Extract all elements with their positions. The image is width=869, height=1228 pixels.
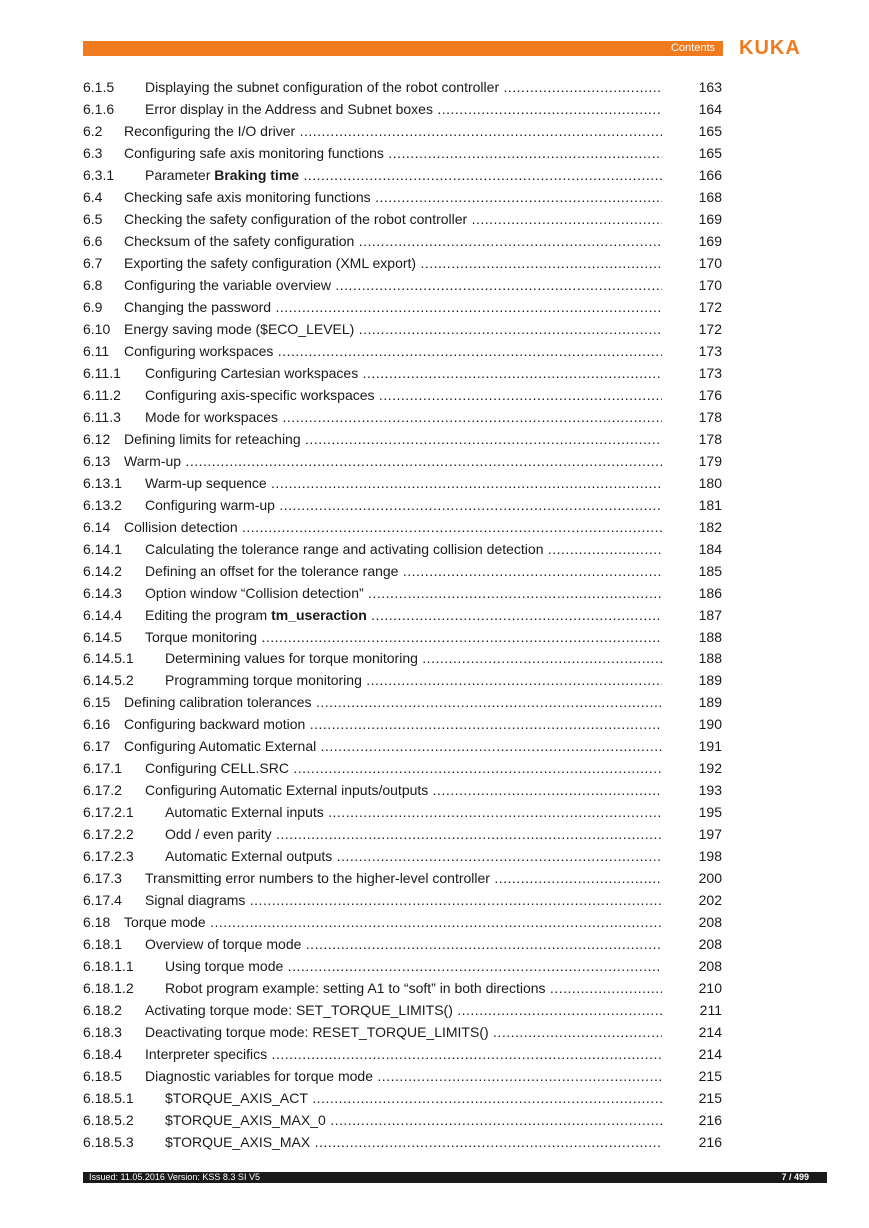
toc-entry[interactable] — [83, 318, 725, 340]
toc-entry-title: Signal diagrams ..... — [145, 889, 662, 911]
toc-entry-title: Configuring CELL.SRC ..... — [145, 757, 662, 779]
toc-entry-number: 6.14.1 — [83, 540, 122, 557]
toc-entry-page: 172 — [698, 320, 722, 337]
toc-entry-number: 6.18.1.1 — [83, 958, 134, 975]
toc-entry-number: 6.11.3 — [83, 408, 121, 425]
toc-entry-title: Reconfiguring the I/O driver ..... — [124, 120, 662, 142]
toc-entry[interactable] — [83, 362, 725, 384]
toc-entry-title: Configuring safe axis monitoring functions ..... — [124, 142, 662, 164]
toc-entry-page: 182 — [698, 518, 722, 535]
toc-entry-page: 169 — [698, 232, 722, 249]
toc-entry-title: Displaying the subnet configuration of the robot controller ..... — [145, 76, 662, 98]
toc-entry[interactable] — [83, 955, 725, 977]
toc-entry[interactable] — [83, 494, 725, 516]
toc-entry-page: 184 — [698, 540, 722, 557]
toc-entry-number: 6.18.1 — [83, 936, 122, 953]
toc-entry-title — [145, 164, 662, 186]
toc-entry-page: 216 — [698, 1134, 722, 1151]
toc-entry[interactable] — [83, 977, 725, 999]
toc-entry-number: 6.18.1.2 — [83, 980, 134, 997]
footer-page-number: 7 / 499 — [781, 1172, 809, 1182]
toc-entry-title: Changing the password ..... — [124, 296, 662, 318]
footer-bar — [83, 1172, 827, 1183]
toc-entry[interactable] — [83, 98, 725, 120]
toc-entry-title: Configuring Cartesian workspaces ..... — [145, 362, 662, 384]
toc-entry-page: 180 — [698, 474, 722, 491]
toc-entry[interactable] — [83, 757, 725, 779]
toc-entry-page: 189 — [698, 672, 722, 689]
toc-entry[interactable] — [83, 691, 725, 713]
toc-entry-page: 172 — [698, 298, 722, 315]
toc-entry-page: 164 — [698, 100, 722, 117]
toc-entry-number: 6.18.2 — [83, 1002, 122, 1019]
toc-entry[interactable] — [83, 1021, 725, 1043]
toc-entry-title: Deactivating torque mode: RESET_TORQUE_LIMITS() ..... — [145, 1021, 662, 1043]
toc-entry[interactable] — [83, 538, 725, 560]
toc-entry[interactable] — [83, 1087, 725, 1109]
toc-entry-title: Configuring warm-up ..... — [145, 494, 662, 516]
toc-entry-page: 181 — [698, 496, 722, 513]
toc-entry-page: 187 — [698, 606, 722, 623]
toc-entry-page: 176 — [698, 386, 722, 403]
toc-entry-title: Determining values for torque monitoring ..... — [165, 647, 662, 669]
toc-entry-number: 6.11 — [83, 342, 110, 359]
toc-entry-number: 6.1.5 — [83, 79, 115, 95]
toc-entry[interactable] — [83, 450, 725, 472]
toc-entry[interactable] — [83, 801, 725, 823]
toc-entry-number: 6.6 — [83, 232, 103, 249]
toc-entry-number: 6.18.5.2 — [83, 1112, 134, 1129]
toc-entry-page: 197 — [698, 826, 722, 843]
toc-entry[interactable] — [83, 713, 725, 735]
toc-entry-title: Configuring workspaces ..... — [124, 340, 662, 362]
toc-entry-title: Energy saving mode ($ECO_LEVEL) ..... — [124, 318, 662, 340]
toc-entry-title: Configuring axis-specific workspaces ..... — [145, 384, 662, 406]
toc-entry-title: Configuring backward motion ..... — [124, 713, 662, 735]
toc-entry-page: 188 — [698, 650, 722, 667]
toc-entry-page: 214 — [698, 1024, 722, 1041]
toc-entry-number: 6.5 — [83, 210, 103, 227]
toc-entry-title: Calculating the tolerance range and activating collision detection ..... — [145, 538, 662, 560]
toc-entry[interactable] — [83, 164, 725, 186]
toc-entry-title: Defining an offset for the tolerance range ..... — [145, 560, 662, 582]
toc-entry-title: Option window “Collision detection” ..... — [145, 582, 662, 604]
toc-entry-title: Odd / even parity ..... — [165, 823, 662, 845]
toc-entry-number: 6.1.6 — [83, 100, 115, 117]
toc-entry-page: 216 — [698, 1112, 722, 1129]
header-bar — [83, 41, 723, 56]
toc-entry[interactable] — [83, 604, 725, 626]
toc-entry-title: Programming torque monitoring ..... — [165, 669, 662, 691]
toc-entry[interactable] — [83, 647, 725, 669]
toc-entry-number: 6.16 — [83, 716, 111, 733]
toc-entry-number: 6.13 — [83, 452, 111, 469]
toc-entry-page: 186 — [698, 584, 722, 601]
toc-entry-title: $TORQUE_AXIS_MAX ..... — [165, 1131, 662, 1153]
toc-entry-number: 6.17.2.3 — [83, 848, 134, 865]
toc-entry[interactable] — [83, 867, 725, 889]
toc-entry-title: Torque monitoring ..... — [145, 626, 662, 648]
toc-entry[interactable] — [83, 669, 725, 691]
toc-entry-page: 170 — [698, 276, 722, 293]
toc-entry-number: 6.14 — [83, 518, 111, 535]
toc-entry-title: Configuring the variable overview ..... — [124, 274, 662, 296]
toc-entry[interactable] — [83, 252, 725, 274]
footer-issued: Issued: 11.05.2016 Version: KSS 8.3 SI V5 — [89, 1172, 260, 1182]
toc-entry-page: 202 — [698, 892, 722, 909]
toc-entry[interactable] — [83, 186, 725, 208]
toc-entry-title: Diagnostic variables for torque mode ..... — [145, 1065, 662, 1087]
toc-entry-number: 6.14.5.1 — [83, 650, 134, 667]
toc-entry-page: 178 — [698, 430, 722, 447]
toc-entry-title: Checksum of the safety configuration ..... — [124, 230, 662, 252]
toc-entry-title: Collision detection ..... — [124, 516, 662, 538]
toc-entry-number: 6.18.5.1 — [83, 1090, 134, 1107]
toc-entry[interactable] — [83, 911, 725, 933]
toc-entry-number: 6.14.4 — [83, 606, 122, 623]
toc-entry-number: 6.13.2 — [83, 496, 122, 513]
toc-entry-title: Interpreter specifics ..... — [145, 1043, 662, 1065]
toc-entry[interactable] — [83, 120, 725, 142]
toc-entry[interactable] — [83, 296, 725, 318]
toc-entry-number: 6.3.1 — [83, 166, 115, 183]
toc-entry[interactable] — [83, 274, 725, 296]
toc-entry-title: Using torque mode ..... — [165, 955, 662, 977]
toc-entry[interactable] — [83, 933, 725, 955]
toc-entry[interactable] — [83, 1109, 725, 1131]
toc-entry-page: 215 — [698, 1090, 722, 1107]
toc-entry[interactable] — [83, 1065, 725, 1087]
toc-entry[interactable] — [83, 340, 725, 362]
toc-entry-number: 6.14.2 — [83, 562, 122, 579]
toc-entry-page: 188 — [698, 628, 722, 645]
toc-entry-number: 6.17.4 — [83, 892, 122, 909]
toc-entry-page: 165 — [698, 144, 722, 161]
toc-entry-title: Automatic External inputs ..... — [165, 801, 662, 823]
toc-entry-number: 6.10 — [83, 320, 111, 337]
toc-entry-title: Checking safe axis monitoring functions ..... — [124, 186, 662, 208]
toc-entry[interactable] — [83, 735, 725, 757]
toc-entry-number: 6.9 — [83, 298, 103, 315]
toc-entry-title: Defining calibration tolerances ..... — [124, 691, 662, 713]
toc-entry-page: 211 — [699, 1002, 722, 1019]
toc-entry-number: 6.2 — [83, 122, 103, 139]
toc-entry-title: Warm-up ..... — [124, 450, 662, 472]
toc-entry-title: Robot program example: setting A1 to “soft” in both directions ..... — [165, 977, 662, 999]
toc-entry-number: 6.3 — [83, 144, 103, 161]
toc-entry-title: $TORQUE_AXIS_ACT ..... — [165, 1087, 662, 1109]
toc-entry[interactable] — [83, 999, 725, 1021]
toc-entry-number: 6.17.2.1 — [83, 804, 134, 821]
toc-entry-page: 208 — [698, 914, 722, 931]
toc-entry[interactable] — [83, 560, 725, 582]
toc-entry-title: Warm-up sequence ..... — [145, 472, 662, 494]
toc-entry[interactable] — [83, 230, 725, 252]
toc-entry-number: 6.8 — [83, 276, 103, 293]
toc-entry-number: 6.11.2 — [83, 386, 121, 403]
toc-entry-number: 6.18 — [83, 914, 111, 931]
toc-entry-page: 210 — [698, 980, 722, 997]
kuka-logo: KUKA — [739, 37, 801, 59]
toc-entry-page: 190 — [698, 716, 722, 733]
toc-entry[interactable] — [83, 76, 725, 98]
toc-entry-title: Overview of torque mode ..... — [145, 933, 662, 955]
toc-entry-number: 6.18.5.3 — [83, 1134, 134, 1151]
toc-entry-page: 189 — [698, 694, 722, 711]
toc-entry[interactable] — [83, 208, 725, 230]
toc-entry-page: 178 — [698, 408, 722, 425]
toc-entry-number: 6.17 — [83, 738, 111, 755]
toc-entry[interactable] — [83, 626, 725, 648]
toc-entry-page: 169 — [698, 210, 722, 227]
toc-entry-title: Transmitting error numbers to the higher-level controller ..... — [145, 867, 662, 889]
toc-entry-number: 6.13.1 — [83, 474, 122, 491]
toc-entry-title: Configuring Automatic External inputs/outputs ..... — [145, 779, 662, 801]
toc-entry-page: 193 — [698, 782, 722, 799]
toc-entry[interactable] — [83, 889, 725, 911]
toc-entry-number: 6.18.4 — [83, 1046, 122, 1063]
toc-entry-page: 195 — [698, 804, 722, 821]
toc-entry-title: Checking the safety configuration of the robot controller ..... — [124, 208, 662, 230]
toc-entry-number: 6.4 — [83, 188, 103, 205]
toc-entry-title: Exporting the safety configuration (XML export) ..... — [124, 252, 662, 274]
toc-entry-title-text: Editing the program — [145, 606, 272, 623]
toc-entry[interactable] — [83, 1043, 725, 1065]
toc-entry-number: 6.17.2 — [83, 782, 122, 799]
toc-entry-title-bold: Braking time — [214, 166, 300, 183]
toc-entry[interactable] — [83, 428, 725, 450]
toc-entry-number: 6.18.3 — [83, 1024, 122, 1041]
toc-entry-page: 200 — [698, 870, 722, 887]
section-label: Contents — [670, 42, 715, 54]
toc-entry-title: Torque mode ..... — [124, 911, 662, 933]
toc-entry[interactable] — [83, 384, 725, 406]
toc-entry-number: 6.18.5 — [83, 1068, 122, 1085]
toc-entry-number: 6.11.1 — [83, 364, 121, 381]
toc-entry[interactable] — [83, 472, 725, 494]
toc-entry-title: $TORQUE_AXIS_MAX_0 ..... — [165, 1109, 662, 1131]
toc-entry-title — [145, 604, 662, 626]
toc-entry-page: 163 — [698, 79, 722, 95]
toc-entry-number: 6.14.5 — [83, 628, 122, 645]
toc-entry-page: 185 — [698, 562, 722, 579]
toc-entry-number: 6.7 — [83, 254, 103, 271]
toc-entry-number: 6.14.5.2 — [83, 672, 134, 689]
toc-entry-page: 165 — [698, 122, 722, 139]
toc-entry[interactable] — [83, 779, 725, 801]
toc-entry-page: 191 — [698, 738, 722, 755]
toc-entry-number: 6.17.1 — [83, 760, 122, 777]
toc-entry-page: 215 — [698, 1068, 722, 1085]
toc-entry-page: 173 — [698, 342, 722, 359]
toc-entry-number: 6.15 — [83, 694, 111, 711]
toc-entry[interactable] — [83, 1131, 725, 1153]
toc-entry-title: Configuring Automatic External ..... — [124, 735, 662, 757]
toc-entry-number: 6.17.3 — [83, 870, 122, 887]
toc-entry-page: 179 — [698, 452, 722, 469]
toc-entry[interactable] — [83, 142, 725, 164]
toc-entry-title: Activating torque mode: SET_TORQUE_LIMITS() ..... — [145, 999, 662, 1021]
toc-entry-title-text: Parameter — [145, 166, 215, 183]
toc-entry-title: Error display in the Address and Subnet boxes ..... — [145, 98, 662, 120]
toc-entry[interactable] — [83, 406, 725, 428]
toc-entry[interactable] — [83, 582, 725, 604]
toc-entry-page: 214 — [698, 1046, 722, 1063]
toc-entry-page: 208 — [698, 958, 722, 975]
toc-entry-page: 166 — [698, 166, 722, 183]
toc-entry-title: Automatic External outputs ..... — [165, 845, 662, 867]
toc-entry-number: 6.12 — [83, 430, 111, 447]
toc-entry-title: Defining limits for reteaching ..... — [124, 428, 662, 450]
toc-entry-page: 192 — [698, 760, 722, 777]
toc-entry[interactable] — [83, 845, 725, 867]
toc-entry-page: 173 — [698, 364, 722, 381]
toc-entry-number: 6.17.2.2 — [83, 826, 134, 843]
toc-entry-title: Mode for workspaces ..... — [145, 406, 662, 428]
toc-entry-page: 170 — [698, 254, 722, 271]
toc-entry[interactable] — [83, 516, 725, 538]
toc-entry-number: 6.14.3 — [83, 584, 122, 601]
toc-entry-page: 208 — [698, 936, 722, 953]
toc-entry-page: 198 — [698, 848, 722, 865]
toc-entry[interactable] — [83, 823, 725, 845]
toc-entry-page: 168 — [698, 188, 722, 205]
toc-entry-title-bold: tm_useraction — [271, 606, 367, 623]
